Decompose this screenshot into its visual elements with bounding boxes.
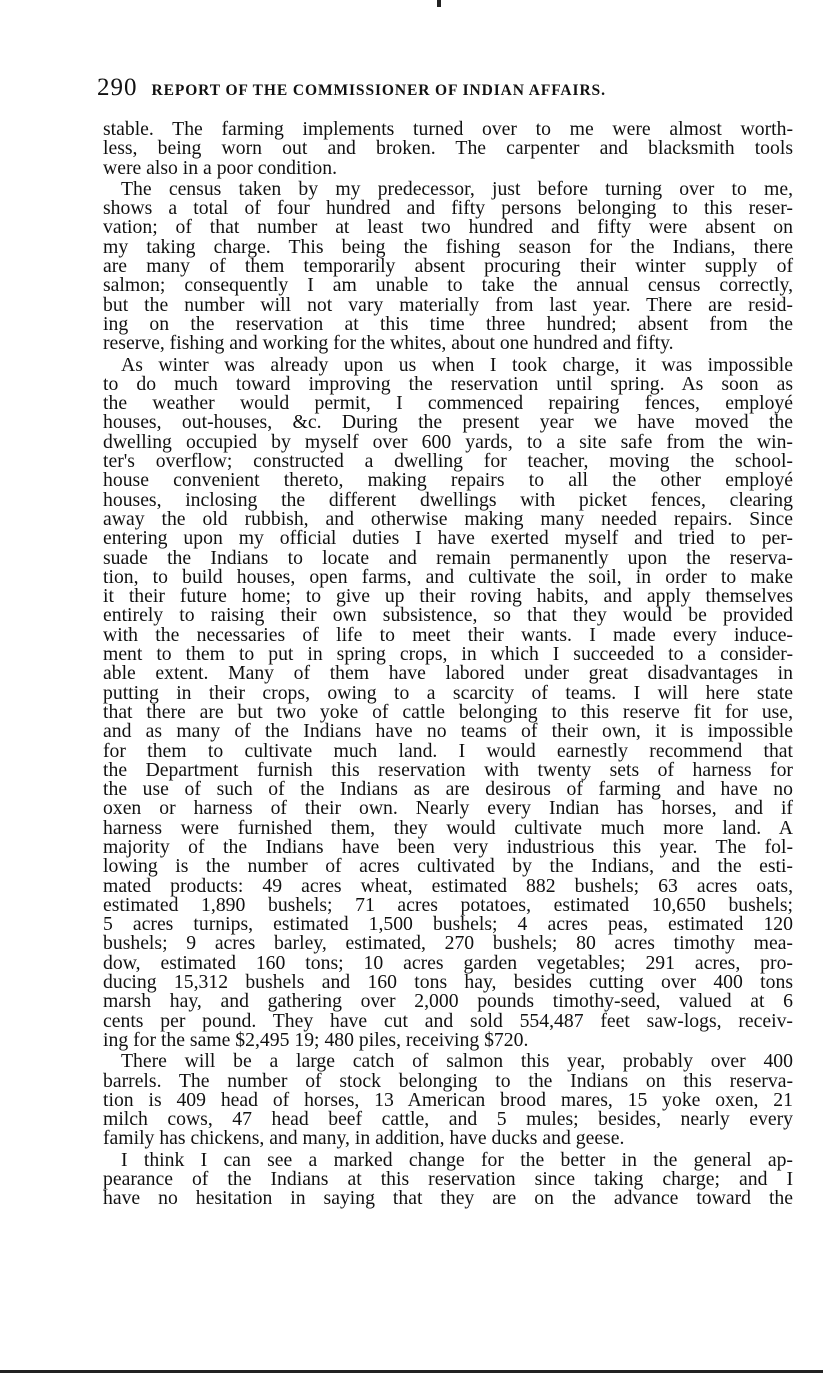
text-line: that there are but two yoke of cattle belonging to this reserve fit for use, (103, 700, 793, 723)
text-line: able extent. Many of them have labored under great disadvantages in (103, 662, 793, 685)
body-text (103, 120, 793, 1209)
text-line: milch cows, 47 head beef cattle, and 5 mules; besides, nearly every (103, 1108, 793, 1131)
text-line: are many of them temporarily absent procuring their winter supply of (103, 255, 793, 278)
text-line: were also in a poor condition. (103, 156, 338, 179)
text-line: entirely to raising their own subsistence, so that they would be provided (103, 604, 793, 627)
text-line: estimated 1,890 bushels; 71 acres potatoes, estimated 10,650 bushels; (103, 893, 793, 916)
text-line: away the old rubbish, and otherwise making many needed repairs. Since (103, 507, 793, 530)
page-top-mark (437, 0, 441, 7)
text-line: The census taken by my predecessor, just before turning over to me, (121, 177, 793, 200)
text-line: tion, to build houses, open farms, and cultivate the soil, in order to make (103, 565, 793, 588)
text-line: suade the Indians to locate and remain permanently upon the reserva- (103, 546, 793, 569)
page-header (97, 74, 717, 104)
text-line: ment to them to put in spring crops, in which I succeeded to a consider- (103, 643, 793, 666)
text-line: As winter was already upon us when I took charge, it was impossible (121, 353, 793, 376)
text-line: the use of such of the Indians as are desirous of farming and have no (103, 778, 793, 801)
text-line: harness were furnished them, they would cultivate much more land. A (103, 816, 793, 839)
text-line: cents per pound. They have cut and sold 554,487 feet saw-logs, receiv- (103, 1009, 793, 1032)
text-line: with the necessaries of life to meet their wants. I made every induce- (103, 623, 793, 646)
text-line: my taking charge. This being the fishing season for the Indians, there (103, 235, 793, 258)
text-line: family has chickens, and many, in addition, have ducks and geese. (103, 1127, 625, 1150)
text-line: less, being worn out and broken. The carpenter and blacksmith tools (103, 137, 793, 160)
text-line: to do much toward improving the reservation until spring. As soon as (103, 372, 793, 395)
text-line: oxen or harness of their own. Nearly every Indian has horses, and if (103, 797, 793, 820)
text-line: shows a total of four hundred and fifty persons belonging to this reser- (103, 197, 793, 220)
text-line: dow, estimated 160 tons; 10 acres garden vegetables; 291 acres, pro- (103, 951, 793, 974)
text-line: lowing is the number of acres cultivated by the Indians, and the esti- (103, 855, 793, 878)
running-head: REPORT OF THE COMMISSIONER OF INDIAN AFFAIRS. (151, 82, 606, 99)
text-line: putting in their crops, owing to a scarcity of teams. I will here state (103, 681, 793, 704)
text-line: and as many of the Indians have no teams of their own, it is impossible (103, 720, 793, 743)
text-line: barrels. The number of stock belonging to the Indians on this reserva- (103, 1069, 793, 1092)
text-line: bushels; 9 acres barley, estimated, 270 bushels; 80 acres timothy mea- (103, 932, 793, 955)
text-line: it their future home; to give up their roving habits, and apply themselves (103, 585, 793, 608)
text-line: houses, out-houses, &c. During the present year we have moved the (103, 411, 793, 434)
text-line: pearance of the Indians at this reservation since taking charge; and I (103, 1168, 793, 1191)
text-line: vation; of that number at least two hundred and fifty were absent on (103, 216, 793, 239)
text-line: have no hesitation in saying that they are on the advance toward the (103, 1187, 793, 1210)
text-line: the Department furnish this reservation with twenty sets of harness for (103, 758, 793, 781)
bottom-edge-rule (0, 1370, 823, 1373)
text-line: mated products: 49 acres wheat, estimated 882 bushels; 63 acres oats, (103, 874, 793, 897)
text-line: dwelling occupied by myself over 600 yards, to a site safe from the win- (103, 430, 793, 453)
text-line: ing on the reservation at this time three hundred; absent from the (103, 312, 793, 335)
text-line: salmon; consequently I am unable to take the annual census correctly, (103, 274, 793, 297)
text-line: ing for the same $2,495 19; 480 piles, receiving $720. (103, 1028, 529, 1051)
text-line: stable. The farming implements turned over to me were almost worth- (103, 118, 793, 140)
text-line: tion is 409 head of horses, 13 American brood mares, 15 yoke oxen, 21 (103, 1088, 793, 1111)
text-line: houses, inclosing the different dwellings with picket fences, clearing (103, 488, 793, 511)
text-line: There will be a large catch of salmon this year, probably over 400 (121, 1050, 793, 1073)
text-line: but the number will not vary materially from last year. There are resid- (103, 293, 793, 316)
text-line: for them to cultivate much land. I would earnestly recommend that (103, 739, 793, 762)
page-number: 290 (97, 74, 138, 101)
text-line: entering upon my official duties I have exerted myself and tried to per- (103, 527, 793, 550)
text-line: ducing 15,312 bushels and 160 tons hay, besides cutting over 400 tons (103, 971, 793, 994)
text-line: ter's overflow; constructed a dwelling for teacher, moving the school- (103, 450, 793, 473)
text-line: the weather would permit, I commenced repairing fences, employé (103, 392, 793, 415)
text-line: marsh hay, and gathering over 2,000 pounds timothy-seed, valued at 6 (103, 990, 793, 1013)
text-line: 5 acres turnips, estimated 1,500 bushels; 4 acres peas, estimated 120 (103, 913, 793, 936)
text-line: house convenient thereto, making repairs to all the other employé (103, 469, 793, 492)
text-line: majority of the Indians have been very industrious this year. The fol- (103, 835, 793, 858)
text-line: reserve, fishing and working for the whites, about one hundred and fifty. (103, 332, 674, 355)
text-line: I think I can see a marked change for the better in the general ap- (121, 1148, 793, 1171)
